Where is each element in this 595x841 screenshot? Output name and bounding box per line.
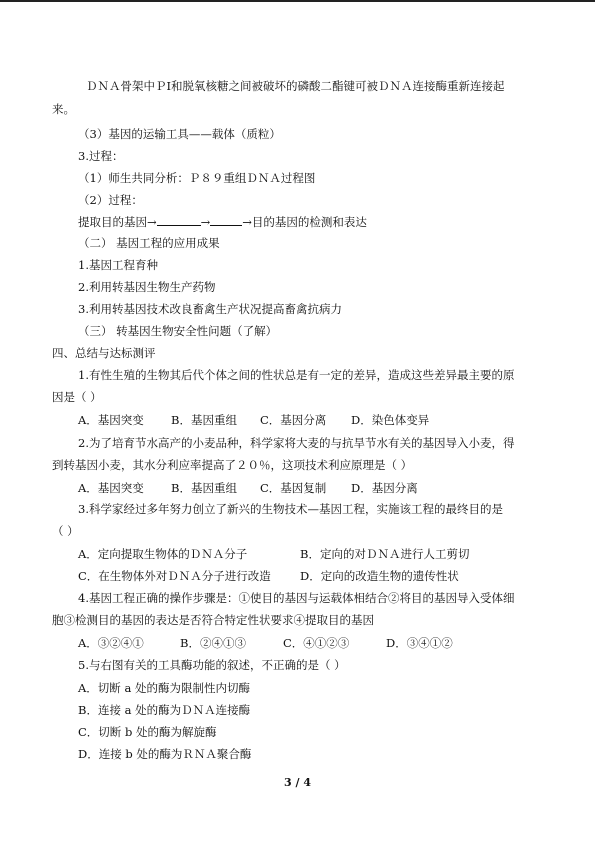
option-b: B．基因重组: [171, 481, 237, 495]
process-part-1: 提取目的基因→: [78, 215, 157, 229]
option-b: B．定向的对ＤＮＡ进行人工剪切: [300, 547, 470, 561]
section-heading: 四、总结与达标测评: [52, 346, 156, 360]
option-a: A．切断 a 处的酶为限制性内切酶: [78, 681, 250, 695]
option-d: D．染色体变异: [351, 413, 430, 427]
text-line: 来。: [52, 102, 75, 116]
process-line: [78, 214, 367, 230]
text-line: 3.利用转基因技术改良畜禽生产状况提高畜禽抗病力: [78, 302, 342, 316]
option-c: C．切断 b 处的酶为解旋酶: [78, 725, 217, 739]
question-3-stem: （ ）: [52, 524, 79, 538]
option-d: D．③④①②: [386, 636, 453, 650]
text-line: ＤＮＡ骨架中ＰⅠ和脱氧核糖之间被破坏的磷酸二酯键可被ＤＮＡ连接酶重新连接起: [86, 79, 505, 93]
section-heading: （二） 基因工程的应用成果: [78, 236, 220, 250]
option-b: B．基因重组: [171, 413, 237, 427]
question-2-options: [78, 481, 418, 496]
question-4-stem: 胞③检测目的基因的表达是否符合特定性状要求④提取目的基因: [52, 613, 374, 627]
option-d: D．基因分离: [351, 481, 418, 495]
option-a: A．基因突变: [78, 413, 144, 427]
question-4-stem: 4.基因工程正确的操作步骤是：①使目的基因与运载体相结合②将目的基因导入受体细: [78, 591, 515, 605]
text-line: 2.利用转基因生物生产药物: [78, 280, 216, 294]
process-part-3: →目的基因的检测和表达: [242, 215, 367, 229]
question-1-options: [78, 413, 429, 428]
section-heading: （三） 转基因生物安全性问题（了解）: [78, 324, 278, 338]
option-a: A．基因突变: [78, 481, 144, 495]
fill-blank-1: [157, 214, 201, 226]
text-line: （3）基因的运输工具——载体（质粒）: [78, 127, 281, 141]
option-c: C．基因复制: [260, 481, 327, 495]
fill-blank-2: [210, 214, 242, 226]
option-c: C．在生物体外对ＤＮＡ分子进行改造: [78, 569, 271, 583]
top-border-line: [0, 0, 595, 2]
option-b: B．连接 a 处的酶为ＤＮＡ连接酶: [78, 703, 251, 717]
process-part-2: →: [200, 215, 211, 229]
page-number: 3 / 4: [284, 776, 311, 789]
option-a: A．③②④①: [78, 636, 144, 650]
option-c: C．基因分离: [260, 413, 327, 427]
option-d: D．连接 b 处的酶为ＲＮＡ聚合酶: [78, 747, 252, 761]
question-2-stem: 到转基因小麦，其水分利应率提高了２０％，这项技术利应原理是（ ）: [52, 458, 413, 472]
question-2-stem: 2.为了培育节水高产的小麦品种，科学家将大麦的与抗旱节水有关的基因导入小麦，得: [78, 436, 515, 450]
text-line: 1.基因工程育种: [78, 258, 158, 272]
question-3-options-row2: [78, 569, 459, 584]
question-3-stem: 3.科学家经过多年努力创立了新兴的生物技术—基因工程，实施该工程的最终目的是: [78, 502, 503, 516]
text-line: 3.过程：: [78, 149, 124, 163]
option-d: D．定向的改造生物的遗传性状: [300, 569, 459, 583]
option-c: C．④①②③: [283, 636, 350, 650]
option-b: B．②④①③: [180, 636, 246, 650]
question-5-stem: 5.与右图有关的工具酶功能的叙述，不正确的是（ ）: [78, 658, 346, 672]
question-1-stem: 因是（ ）: [52, 390, 102, 404]
text-line: （1）师生共同分析：Ｐ８９重组ＤＮＡ过程图: [78, 171, 316, 185]
question-4-options: [78, 636, 453, 651]
question-1-stem: 1.有性生殖的生物其后代个体之间的性状总是有一定的差异，造成这些差异最主要的原: [78, 368, 515, 382]
option-a: A．定向提取生物体的ＤＮＡ分子: [78, 547, 248, 561]
text-line: （2）过程：: [78, 193, 143, 207]
question-3-options-row1: [78, 547, 469, 562]
